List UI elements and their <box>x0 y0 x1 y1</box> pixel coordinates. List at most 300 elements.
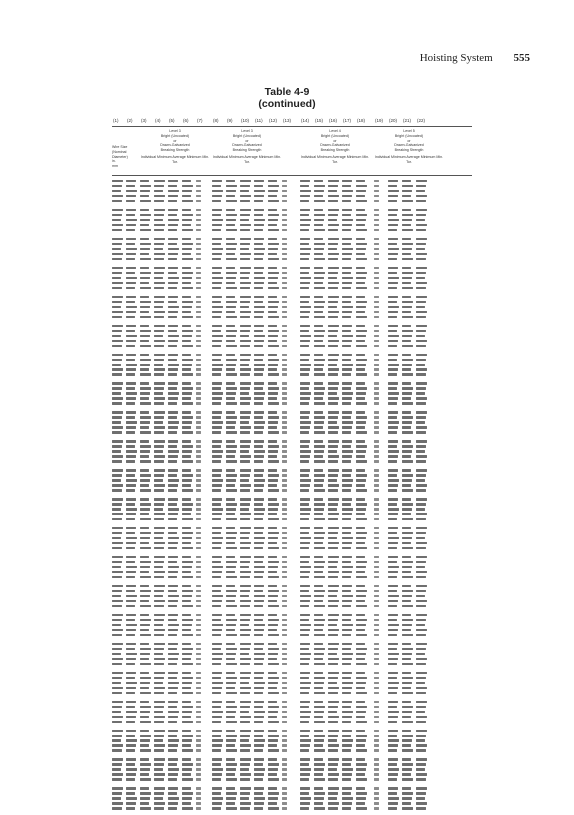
table-cell <box>356 258 367 260</box>
table-cell <box>402 768 412 770</box>
table-cell <box>314 272 325 274</box>
table-cell <box>328 411 339 413</box>
table-cell <box>300 619 309 621</box>
table-cell <box>154 489 164 491</box>
table-cell <box>212 455 222 457</box>
table-cell <box>282 440 287 442</box>
column-number: (1) <box>113 118 119 123</box>
table-cell <box>314 701 323 703</box>
table-cell <box>282 489 287 491</box>
table-cell <box>154 287 164 289</box>
table-cell <box>254 445 263 447</box>
table-cell <box>282 214 287 216</box>
table-cell <box>300 600 310 602</box>
table-cell <box>416 484 427 486</box>
table-cell <box>402 185 413 187</box>
table-cell <box>182 735 193 737</box>
table-cell <box>254 749 263 751</box>
table-cell <box>254 634 263 636</box>
table-row <box>112 425 472 429</box>
table-cell <box>140 648 151 650</box>
table-cell <box>154 692 164 694</box>
table-cell <box>182 653 192 655</box>
table-cell <box>268 416 279 418</box>
table-cell <box>226 778 237 780</box>
table-subtitle: (continued) <box>258 98 316 110</box>
table-cell <box>416 658 427 660</box>
table-cell <box>282 469 287 471</box>
table-cell <box>328 763 338 765</box>
table-cell <box>182 416 193 418</box>
table-cell <box>388 590 397 592</box>
table-cell <box>388 739 399 741</box>
table-cell <box>328 711 337 713</box>
table-cell <box>356 325 365 327</box>
table-cell <box>300 503 309 505</box>
table-row <box>112 300 472 304</box>
table-cell <box>196 421 201 423</box>
table-cell <box>140 787 149 789</box>
table-cell <box>140 532 151 534</box>
table-cell <box>226 518 237 520</box>
table-cell <box>402 411 411 413</box>
table-cell <box>154 716 165 718</box>
table-cell <box>328 489 338 491</box>
table-cell <box>268 629 277 631</box>
table-cell <box>356 368 365 370</box>
table-cell <box>300 325 310 327</box>
table-cell <box>212 527 222 529</box>
table-cell <box>342 474 351 476</box>
table-cell <box>268 214 279 216</box>
table-cell <box>282 556 287 558</box>
table-cell <box>140 542 149 544</box>
table-cell <box>226 763 237 765</box>
table-cell <box>212 513 222 515</box>
table-cell <box>212 532 221 534</box>
table-cell <box>342 629 352 631</box>
table-cell <box>402 469 411 471</box>
table-cell <box>328 527 339 529</box>
table-cell <box>374 301 379 303</box>
table-cell <box>356 180 365 182</box>
table-cell <box>282 643 287 645</box>
table-cell <box>388 282 398 284</box>
table-cell <box>254 364 265 366</box>
table-cell <box>226 469 235 471</box>
table-cell <box>342 532 351 534</box>
table-cell <box>196 749 201 751</box>
table-cell <box>402 455 411 457</box>
table-cell <box>388 658 398 660</box>
table-cell <box>388 306 399 308</box>
table-cell <box>374 576 379 578</box>
table-cell <box>328 431 338 433</box>
table-cell <box>112 571 123 573</box>
table-cell <box>112 634 122 636</box>
table-cell <box>240 185 250 187</box>
table-cell <box>300 513 310 515</box>
table-cell <box>300 411 310 413</box>
table-cell <box>226 576 237 578</box>
table-cell <box>328 513 339 515</box>
table-cell <box>140 716 149 718</box>
table-cell <box>226 214 237 216</box>
table-cell <box>268 272 279 274</box>
table-cell <box>314 590 325 592</box>
table-cell <box>196 797 201 799</box>
table-cell <box>168 209 178 211</box>
table-cell <box>268 648 279 650</box>
table-cell <box>356 634 367 636</box>
table-header <box>112 126 472 176</box>
table-cell <box>388 744 398 746</box>
table-cell <box>112 392 121 394</box>
table-row <box>112 575 472 579</box>
table-cell <box>154 411 165 413</box>
table-cell <box>226 527 235 529</box>
table-cell <box>374 778 379 780</box>
table-cell <box>356 484 365 486</box>
column-number-row <box>112 118 472 126</box>
table-cell <box>402 532 413 534</box>
table-cell <box>112 527 123 529</box>
table-cell <box>342 282 352 284</box>
table-cell <box>154 787 165 789</box>
table-cell <box>402 224 411 226</box>
table-cell <box>402 739 412 741</box>
table-cell <box>168 792 177 794</box>
table-cell <box>126 200 135 202</box>
table-cell <box>168 340 178 342</box>
table-cell <box>112 730 123 732</box>
table-cell <box>112 576 122 578</box>
table-row <box>112 589 472 593</box>
table-cell <box>416 373 426 375</box>
table-cell <box>314 474 325 476</box>
table-cell <box>226 185 237 187</box>
table-cell <box>416 721 426 723</box>
table-cell <box>282 792 287 794</box>
table-cell <box>374 556 379 558</box>
table-cell <box>254 397 264 399</box>
table-cell <box>254 532 263 534</box>
table-cell <box>402 508 412 510</box>
table-cell <box>182 479 192 481</box>
table-cell <box>112 301 122 303</box>
table-cell <box>342 306 353 308</box>
table-cell <box>240 556 251 558</box>
table-cell <box>168 359 177 361</box>
table-cell <box>416 489 426 491</box>
table-cell <box>112 373 122 375</box>
table-cell <box>212 648 221 650</box>
table-cell <box>268 527 277 529</box>
table-cell <box>226 672 235 674</box>
table-cell <box>240 677 250 679</box>
table-cell <box>168 402 177 404</box>
table-cell <box>342 634 351 636</box>
table-cell <box>212 619 221 621</box>
table-cell <box>182 682 192 684</box>
table-cell <box>240 272 250 274</box>
table-cell <box>154 392 163 394</box>
table-cell <box>328 807 338 809</box>
table-cell <box>226 354 235 356</box>
table-cell <box>268 306 278 308</box>
table-cell <box>196 658 201 660</box>
table-cell <box>126 229 135 231</box>
table-cell <box>112 677 122 679</box>
table-cell <box>226 556 235 558</box>
table-cell <box>112 797 121 799</box>
table-cell <box>140 489 151 491</box>
table-cell <box>254 335 265 337</box>
table-cell <box>416 258 426 260</box>
table-cell <box>374 316 379 318</box>
table-cell <box>182 243 193 245</box>
table-cell <box>268 258 279 260</box>
table-cell <box>282 518 287 520</box>
table-cell <box>168 185 177 187</box>
table-cell <box>254 325 264 327</box>
table-cell <box>196 773 201 775</box>
table-cell <box>374 219 379 221</box>
table-cell <box>300 214 309 216</box>
table-cell <box>268 498 277 500</box>
group-header-line: Level 3 <box>169 129 181 133</box>
table-cell <box>416 672 427 674</box>
table-cell <box>140 518 151 520</box>
table-cell <box>268 359 279 361</box>
table-cell <box>126 195 136 197</box>
table-cell <box>196 219 201 221</box>
table-cell <box>196 426 201 428</box>
table-cell <box>300 224 310 226</box>
table-cell <box>300 807 309 809</box>
table-cell <box>126 802 136 804</box>
table-cell <box>240 335 249 337</box>
table-cell <box>182 364 192 366</box>
table-cell <box>356 706 367 708</box>
table-cell <box>182 411 191 413</box>
table-cell <box>282 701 287 703</box>
table-cell <box>240 426 251 428</box>
table-cell <box>314 316 325 318</box>
table-cell <box>154 382 165 384</box>
table-cell <box>300 387 309 389</box>
table-cell <box>168 426 178 428</box>
table-cell <box>328 600 339 602</box>
table-cell <box>282 364 287 366</box>
table-cell <box>314 200 325 202</box>
table-cell <box>374 744 379 746</box>
table-cell <box>154 672 165 674</box>
table-row <box>112 705 472 709</box>
table-cell <box>112 773 123 775</box>
table-cell <box>112 768 121 770</box>
table-cell <box>140 335 150 337</box>
table-cell <box>328 739 337 741</box>
table-cell <box>196 301 201 303</box>
table-cell <box>416 687 427 689</box>
table-cell <box>268 792 279 794</box>
table-cell <box>282 345 287 347</box>
table-cell <box>416 518 426 520</box>
table-cell <box>268 518 279 520</box>
table-cell <box>416 508 425 510</box>
table-cell <box>356 282 365 284</box>
table-cell <box>226 614 235 616</box>
table-cell <box>268 643 277 645</box>
table-cell <box>374 735 379 737</box>
table-cell <box>168 311 178 313</box>
table-cell <box>388 455 398 457</box>
table-cell <box>154 354 165 356</box>
table-cell <box>196 431 201 433</box>
table-cell <box>254 537 265 539</box>
table-cell <box>182 739 192 741</box>
table-cell <box>212 624 223 626</box>
table-cell <box>374 802 379 804</box>
table-cell <box>182 253 191 255</box>
table-cell <box>342 392 353 394</box>
table-cell <box>140 763 151 765</box>
table-cell <box>254 373 263 375</box>
table-cell <box>356 585 365 587</box>
group-header-line: Bright (Uncoated) <box>320 133 350 138</box>
table-cell <box>314 335 324 337</box>
table-cell <box>140 397 149 399</box>
table-cell <box>240 758 251 760</box>
table-cell <box>140 345 151 347</box>
table-cell <box>388 716 398 718</box>
table-cell <box>254 224 264 226</box>
table-cell <box>328 614 339 616</box>
table-cell <box>154 749 164 751</box>
table-cell <box>342 416 351 418</box>
table-cell <box>240 498 251 500</box>
table-cell <box>416 209 427 211</box>
table-cell <box>388 513 398 515</box>
table-cell <box>402 634 413 636</box>
table-cell <box>112 701 123 703</box>
table-cell <box>226 802 235 804</box>
table-cell <box>300 238 310 240</box>
table-cell <box>356 571 365 573</box>
table-cell <box>240 224 251 226</box>
table-cell <box>388 556 398 558</box>
table-cell <box>196 802 201 804</box>
table-cell <box>254 590 263 592</box>
table-row <box>112 353 472 357</box>
table-cell <box>342 503 351 505</box>
table-cell <box>182 677 193 679</box>
table-cell <box>168 498 178 500</box>
table-cell <box>402 180 411 182</box>
table-cell <box>182 797 192 799</box>
table-cell <box>416 787 427 789</box>
table-cell <box>314 619 325 621</box>
table-cell <box>374 658 379 660</box>
table-cell <box>140 214 151 216</box>
table-cell <box>282 595 287 597</box>
table-cell <box>212 411 222 413</box>
table-cell <box>196 345 201 347</box>
table-cell <box>282 537 287 539</box>
table-cell <box>226 282 235 284</box>
table-cell <box>154 397 165 399</box>
table-cell <box>388 364 399 366</box>
table-cell <box>182 706 193 708</box>
table-cell <box>314 382 323 384</box>
table-cell <box>212 267 222 269</box>
table-cell <box>126 619 135 621</box>
table-cell <box>342 335 353 337</box>
table-row <box>112 194 472 198</box>
table-cell <box>356 330 367 332</box>
table-cell <box>282 248 287 250</box>
table-cell <box>388 648 397 650</box>
table-cell <box>282 484 287 486</box>
table-cell <box>268 749 279 751</box>
table-cell <box>240 411 251 413</box>
table-cell <box>254 229 263 231</box>
table-cell <box>254 296 264 298</box>
table-cell <box>112 547 122 549</box>
table-cell <box>226 345 237 347</box>
table-cell <box>154 807 164 809</box>
table-cell <box>126 258 135 260</box>
table-cell <box>240 532 250 534</box>
table-cell <box>254 258 263 260</box>
table-cell <box>356 272 367 274</box>
table-cell <box>388 532 397 534</box>
table-cell <box>168 258 177 260</box>
table-cell <box>240 209 251 211</box>
table-cell <box>140 209 149 211</box>
table-cell <box>196 411 201 413</box>
table-cell <box>300 711 311 713</box>
table-cell <box>268 663 279 665</box>
table-cell <box>154 421 163 423</box>
table-row <box>112 237 472 241</box>
table-cell <box>168 368 178 370</box>
table-cell <box>268 768 278 770</box>
table-cell <box>112 469 123 471</box>
table-cell <box>342 316 351 318</box>
table-cell <box>182 807 193 809</box>
table-cell <box>402 306 412 308</box>
table-cell <box>300 716 310 718</box>
table-cell <box>388 411 398 413</box>
table-cell <box>402 773 411 775</box>
table-cell <box>112 345 122 347</box>
table-cell <box>196 359 201 361</box>
table-cell <box>402 330 413 332</box>
table-row <box>112 223 472 227</box>
table-cell <box>140 571 149 573</box>
table-cell <box>212 180 222 182</box>
table-cell <box>212 431 221 433</box>
table-cell <box>416 340 427 342</box>
table-cell <box>356 421 366 423</box>
table-cell <box>388 624 399 626</box>
table-cell <box>374 469 379 471</box>
table-cell <box>226 416 237 418</box>
table-cell <box>300 474 309 476</box>
table-cell <box>254 527 264 529</box>
